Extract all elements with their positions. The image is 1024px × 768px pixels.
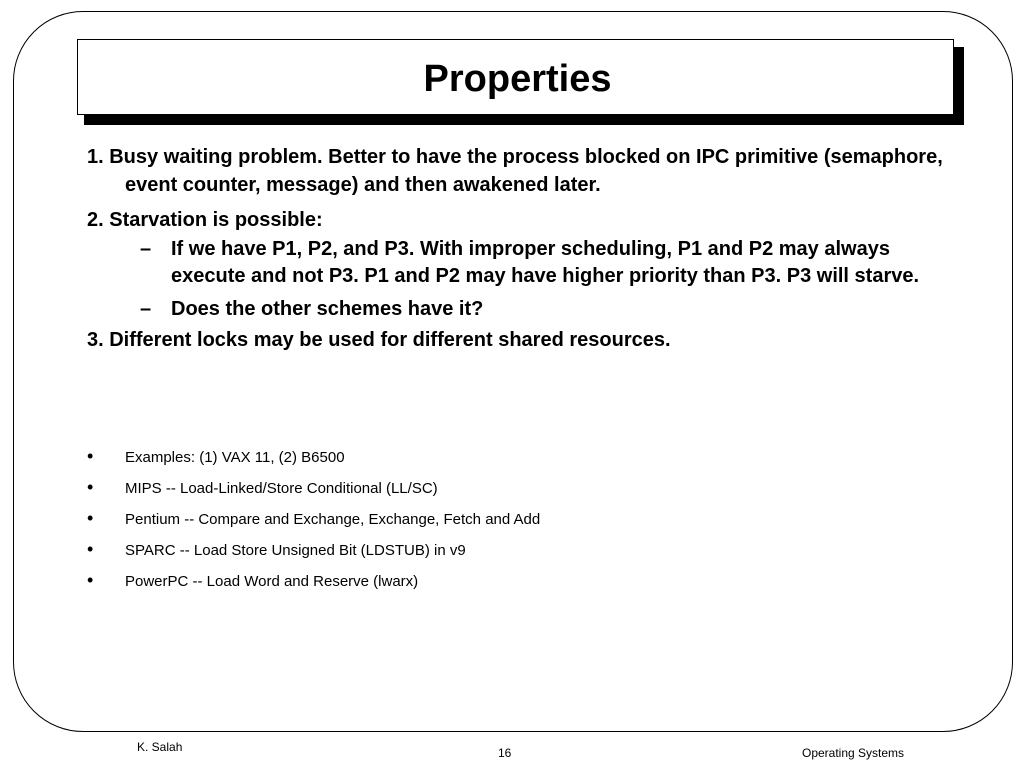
point-2: 2. Starvation is possible:: [87, 209, 323, 231]
title-box: [77, 39, 954, 115]
list-item: [87, 479, 947, 499]
list-item-text: Pentium -- Compare and Exchange, Exchange, Fetch and Add: [125, 511, 541, 528]
list-item-text: SPARC -- Load Store Unsigned Bit (LDSTUB) in v9: [125, 542, 466, 559]
footer-page-number: 16: [498, 746, 512, 760]
list-item-text: PowerPC -- Load Word and Reserve (lwarx): [125, 573, 419, 590]
footer-author: K. Salah: [137, 740, 183, 754]
examples-list: [87, 448, 947, 603]
subpoint-1: [87, 236, 947, 290]
bullet-icon: •: [87, 477, 94, 497]
list-item: [87, 572, 947, 592]
slide-title: Properties: [423, 58, 612, 100]
footer-course: Operating Systems: [802, 746, 905, 760]
main-content: [87, 143, 947, 354]
list-item: [87, 510, 947, 530]
bullet-icon: •: [87, 446, 94, 466]
list-item: [87, 541, 947, 561]
subpoint-2: [87, 296, 947, 323]
bullet-icon: •: [87, 539, 94, 559]
dash-marker: –: [140, 238, 152, 260]
dash-marker: –: [140, 298, 152, 320]
list-item: [87, 448, 947, 468]
bullet-icon: •: [87, 570, 94, 590]
subpoint-text: Does the other schemes have it?: [171, 298, 484, 320]
bullet-icon: •: [87, 508, 94, 528]
list-item-text: Examples: (1) VAX 11, (2) B6500: [125, 449, 345, 466]
subpoint-text: If we have P1, P2, and P3. With improper scheduling, P1 and P2 may always execute and not P3. P1 and P2 may have higher priority than P3. P3 will starve.: [171, 238, 920, 287]
list-item-text: MIPS -- Load-Linked/Store Conditional (LL/SC): [125, 480, 438, 497]
point-1: 1. Busy waiting problem. Better to have the process blocked on IPC primitive (semaphore, event counter, message) and then awakened later.: [87, 146, 943, 196]
point-3: 3. Different locks may be used for different shared resources.: [87, 329, 671, 351]
